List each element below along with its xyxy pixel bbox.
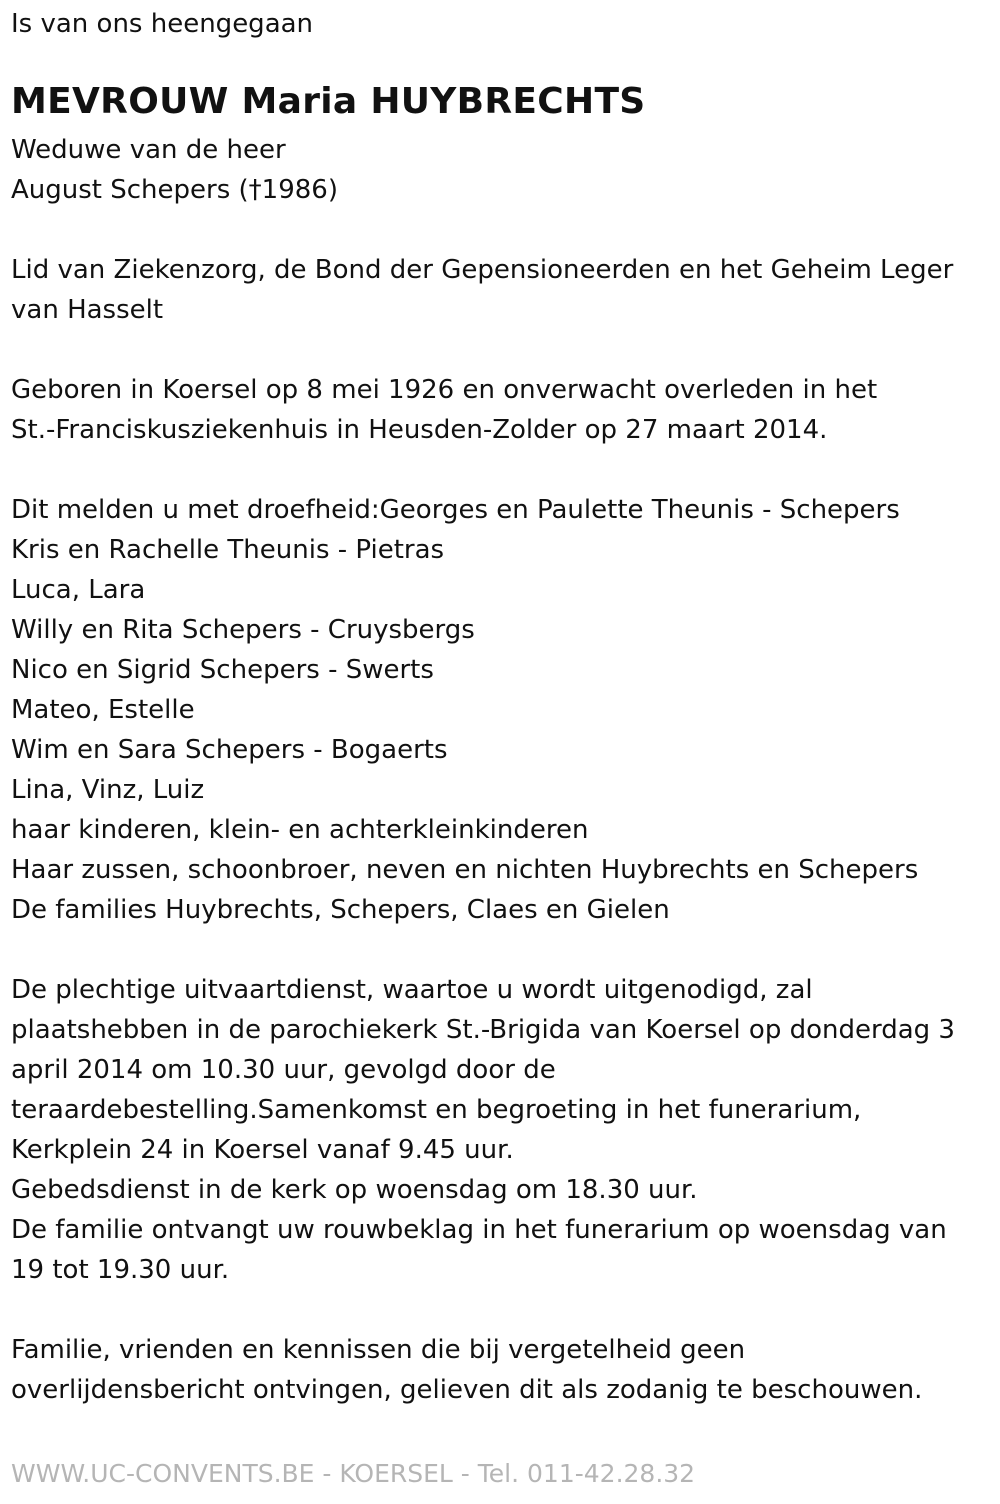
deceased-name: MEVROUW Maria HUYBRECHTS (11, 81, 646, 122)
family-line: Mateo, Estelle (11, 695, 195, 725)
birth-death-line: St.-Franciskusziekenhuis in Heusden-Zolder op 27 maart 2014. (11, 415, 828, 445)
family-line: De families Huybrechts, Schepers, Claes en Gielen (11, 895, 670, 925)
family-line: Nico en Sigrid Schepers - Swerts (11, 655, 434, 685)
closing-line: overlijdensbericht ontvingen, gelieven dit als zodanig te beschouwen. (11, 1375, 923, 1405)
service-line: Gebedsdienst in de kerk op woensdag om 18.30 uur. (11, 1175, 698, 1205)
spacer (11, 210, 991, 250)
spacer (11, 930, 991, 970)
family-line: Haar zussen, schoonbroer, neven en nichten Huybrechts en Schepers (11, 855, 919, 885)
footer-contact: WWW.UC-CONVENTS.BE - KOERSEL - Tel. 011-42.28.32 (11, 1459, 696, 1488)
service-line: 19 tot 19.30 uur. (11, 1255, 230, 1285)
obituary-notice (11, 4, 991, 1410)
family-line: Lina, Vinz, Luiz (11, 775, 205, 805)
family-line: Dit melden u met droefheid:Georges en Paulette Theunis - Schepers (11, 495, 900, 525)
spacer (11, 330, 991, 370)
spacer (11, 1290, 991, 1330)
service-line: plaatshebben in de parochiekerk St.-Brigida van Koersel op donderdag 3 (11, 1015, 955, 1045)
widow-line: August Schepers (†1986) (11, 175, 338, 205)
service-line: De familie ontvangt uw rouwbeklag in het funerarium op woensdag van (11, 1215, 947, 1245)
family-line: haar kinderen, klein- en achterkleinkinderen (11, 815, 589, 845)
service-line: teraardebestelling.Samenkomst en begroeting in het funerarium, (11, 1095, 862, 1125)
membership-line: van Hasselt (11, 295, 164, 325)
service-line: De plechtige uitvaartdienst, waartoe u wordt uitgenodigd, zal (11, 975, 813, 1005)
widow-line: Weduwe van de heer (11, 135, 286, 165)
family-line: Willy en Rita Schepers - Cruysbergs (11, 615, 475, 645)
closing-line: Familie, vrienden en kennissen die bij vergetelheid geen (11, 1335, 746, 1365)
intro-text: Is van ons heengegaan (11, 9, 314, 39)
service-line: Kerkplein 24 in Koersel vanaf 9.45 uur. (11, 1135, 514, 1165)
service-line: april 2014 om 10.30 uur, gevolgd door de (11, 1055, 556, 1085)
family-line: Wim en Sara Schepers - Bogaerts (11, 735, 448, 765)
family-line: Luca, Lara (11, 575, 146, 605)
membership-line: Lid van Ziekenzorg, de Bond der Gepensioneerden en het Geheim Leger (11, 255, 954, 285)
family-line: Kris en Rachelle Theunis - Pietras (11, 535, 445, 565)
birth-death-line: Geboren in Koersel op 8 mei 1926 en onverwacht overleden in het (11, 375, 878, 405)
spacer (11, 450, 991, 490)
